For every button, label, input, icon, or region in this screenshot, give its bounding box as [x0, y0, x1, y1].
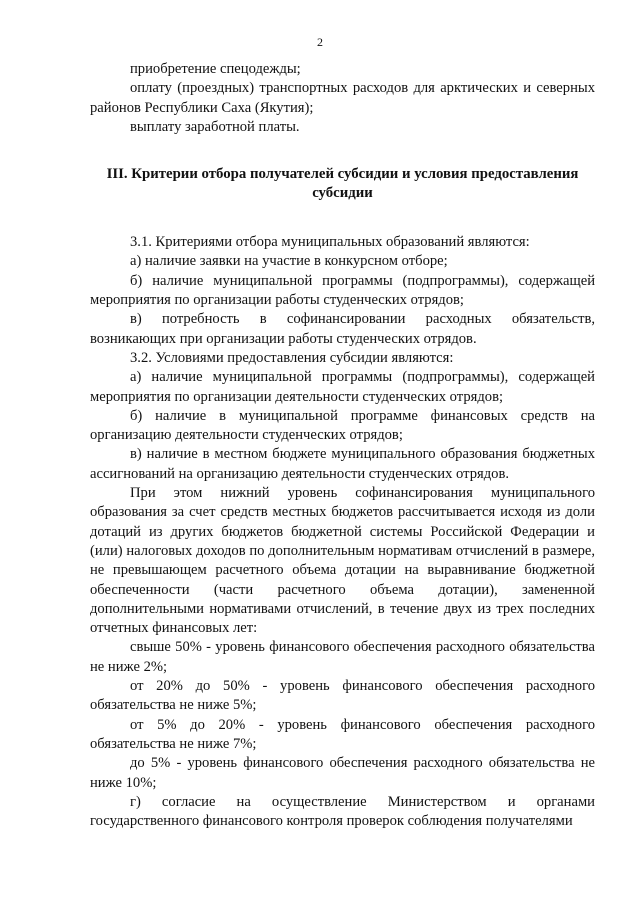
paragraph: приобретение спецодежды; [130, 61, 301, 77]
paragraph: до 5% - уровень финансового обеспечения расходного обязательства не ниже 10%; [90, 755, 595, 791]
paragraph: При этом нижний уровень софинансирования муниципального образования за счет средств местных бюджетов рассчитывается исходя из доли дотаций из других бюджетов бюджетной системы Российской Федерации и (или) налоговых доходов по дополнительным нормативам отчислений в размере, не превышающем расчетного объема дотации на выравнивание бюджетной обеспеченности (части расчетного объема дотации), замененной дополнительными нормативами отчислений, в течение двух из трех последних отчетных финансовых лет: [90, 485, 595, 637]
paragraph: свыше 50% - уровень финансового обеспечения расходного обязательства не ниже 2%; [90, 639, 595, 675]
paragraph: б) наличие в муниципальной программе финансовых средств на организацию деятельности студенческих отрядов; [90, 407, 595, 444]
paragraph: в) наличие в местном бюджете муниципального образования бюджетных ассигнований на организацию деятельности студенческих отрядов. [90, 446, 595, 482]
paragraph: оплату (проездных) транспортных расходов для арктических и северных районов Республики Саха (Якутия); [90, 80, 595, 116]
paragraph: от 5% до 20% - уровень финансового обеспечения расходного обязательства не ниже 7%; [90, 716, 595, 752]
paragraph: а) наличие муниципальной программы (подпрограммы), содержащей мероприятия по организации деятельности студенческих отрядов; [90, 369, 595, 405]
paragraph: 3.2. Условиями предоставления субсидии являются: [130, 349, 454, 366]
paragraph: в) потребность в софинансировании расходных обязательств, возникающих при организации работы студенческих отрядов. [90, 311, 595, 347]
page-number: 2 [317, 35, 323, 49]
document-body [90, 60, 595, 831]
section-heading: III. Критерии отбора получателей субсидии и условия предоставления субсидии [106, 166, 579, 202]
paragraph: б) наличие муниципальной программы (подпрограммы), содержащей мероприятия по организации работы студенческих отрядов; [90, 272, 595, 309]
paragraph: г) согласие на осуществление Министерством и органами государственного финансового контроля проверок соблюдения получателями [90, 793, 595, 830]
paragraph: выплату заработной платы. [130, 118, 300, 135]
paragraph: 3.1. Критериями отбора муниципальных образований являются: [130, 234, 530, 251]
paragraph: от 20% до 50% - уровень финансового обеспечения расходного обязательства не ниже 5%; [90, 678, 595, 714]
paragraph: а) наличие заявки на участие в конкурсном отборе; [130, 253, 448, 270]
